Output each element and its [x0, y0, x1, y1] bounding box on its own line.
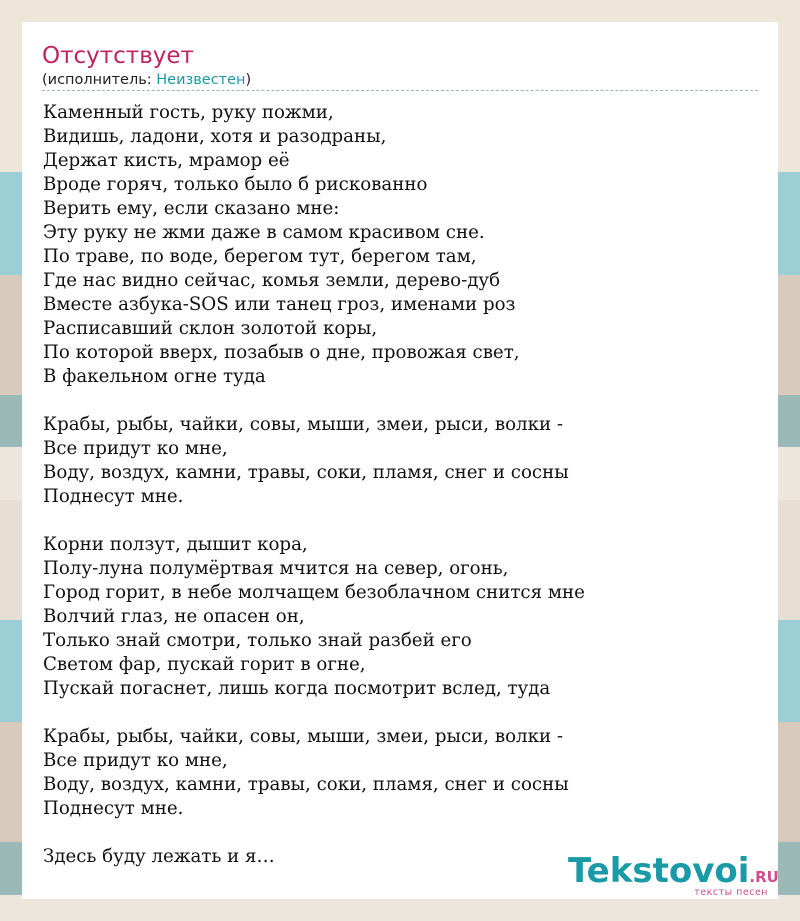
lyric-line: Вроде горяч, только было б рискованно [43, 174, 428, 195]
site-logo[interactable] [568, 852, 778, 896]
lyrics-card [22, 22, 778, 899]
lyric-line: Где нас видно сейчас, комья земли, дерево-дуб [43, 270, 501, 291]
lyric-line: Каменный гость, руку пожми, [43, 102, 334, 123]
lyric-line: Все придут ко мне, [43, 438, 228, 459]
stanza-break [43, 389, 585, 413]
lyric-line: Волчий глаз, не опасен он, [43, 606, 305, 627]
lyric-line: Вместе азбука-SOS или танец гроз, именами роз [43, 294, 516, 315]
performer-prefix: (исполнитель: [42, 72, 157, 88]
lyric-line: Светом фар, пускай горит в огне, [43, 654, 366, 675]
performer-line [42, 71, 251, 89]
stanza-break [43, 821, 585, 845]
logo-tagline: тексты песен [694, 887, 768, 898]
lyric-line: Держат кисть, мрамор её [43, 150, 290, 171]
title-divider [42, 90, 758, 91]
lyric-line: Все придут ко мне, [43, 750, 228, 771]
lyric-line: Крабы, рыбы, чайки, совы, мыши, змеи, рыси, волки - [43, 726, 563, 747]
lyric-line: Город горит, в небе молчащем безоблачном снится мне [43, 582, 585, 603]
lyric-line: Только знай смотри, только знай разбей его [43, 630, 472, 651]
lyric-line: Пускай погаснет, лишь когда посмотрит вслед, туда [43, 678, 551, 699]
logo-tld: .RU [749, 868, 779, 886]
stanza-break [43, 701, 585, 725]
lyric-line: Верить ему, если сказано мне: [43, 198, 340, 219]
lyric-line: Эту руку не жми даже в самом красивом сне. [43, 222, 485, 243]
lyric-line: Расписавший склон золотой коры, [43, 318, 378, 339]
lyric-line: Крабы, рыбы, чайки, совы, мыши, змеи, рыси, волки - [43, 414, 563, 435]
lyric-line: По которой вверх, позабыв о дне, провожая свет, [43, 342, 520, 363]
lyrics-text [43, 101, 585, 869]
lyric-line: Полу-луна полумёртвая мчится на север, огонь, [43, 558, 509, 579]
performer-link[interactable]: Неизвестен [156, 72, 246, 88]
song-title: Отсутствует [42, 43, 194, 69]
lyric-line: Поднесут мне. [43, 486, 184, 507]
lyric-line: Воду, воздух, камни, травы, соки, пламя, снег и сосны [43, 462, 569, 483]
lyric-line: В факельном огне туда [43, 366, 266, 387]
lyric-line: Здесь буду лежать и я… [43, 846, 275, 867]
logo-name: Tekstovoi [568, 851, 750, 891]
lyric-line: Воду, воздух, камни, травы, соки, пламя, снег и сосны [43, 774, 569, 795]
lyric-line: Поднесут мне. [43, 798, 184, 819]
performer-suffix: ) [245, 72, 252, 88]
lyric-line: Корни ползут, дышит кора, [43, 534, 308, 555]
lyric-line: По траве, по воде, берегом тут, берегом там, [43, 246, 477, 267]
stanza-break [43, 509, 585, 533]
lyric-line: Видишь, ладони, хотя и разодраны, [43, 126, 387, 147]
